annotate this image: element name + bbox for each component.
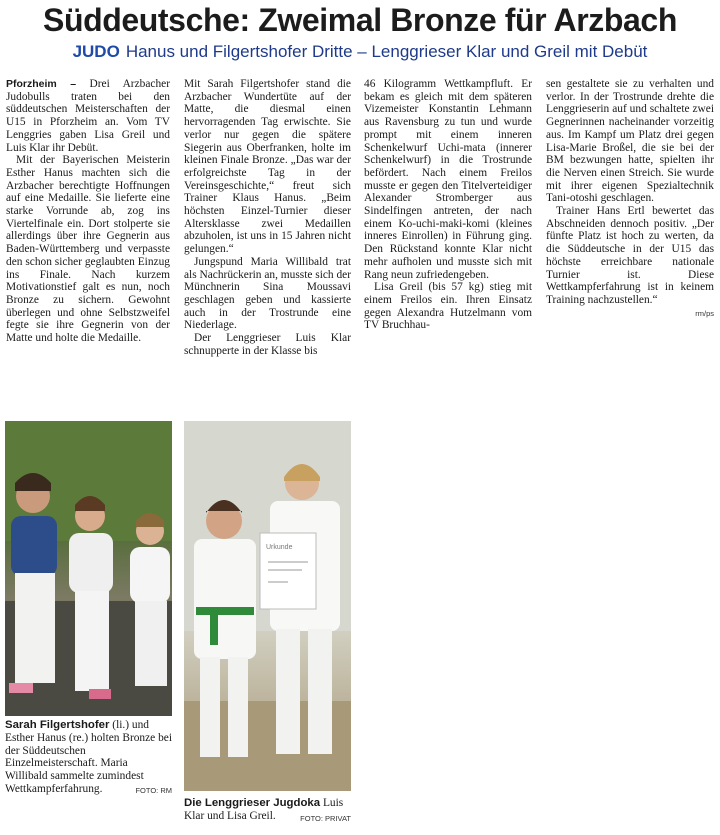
paragraph: Mit Sarah Filgertshofer stand die Arzbacher Wundertüte auf der Matte, die diesmal einen hervorragenden Tag erwischte. Sie verlor nur gegen die spätere Siegerin aus Oberfranken, holte im kleinen Finale Bronze. „Das war der erfolgreichste Tag in der Vereinsgeschichte,“ freut sich Trainer Klaus Hanus. „Beim höchsten Einzel-Turnier dieser Altersklasse zwei Medaillen abzuholen, ist uns in 15 Jahren nicht gelungen.“ — [184, 78, 351, 256]
photo-caption-1 — [5, 719, 172, 798]
photo-credit: FOTO: RM — [135, 785, 172, 795]
paragraph: Mit der Bayerischen Meisterin Esther Hanus machten sich die Arzbacher berechtigte Hoffnungen auf eine Medaille. Sie lieferte eine starke Vorrunde ab, zog ins Viertelfinale ein. Dort stolperte sie allerdings über ihre Gegnerin aus Baden-Württemberg und verpasste den schon sicher geglaubten Einzug ins Finale. Nach kurzem Motivationstief galt es nun, noch Bronze zu sichern. Gewohnt überlegen und ohne Selbstzweifel fegte sie ihre Gegnerin von der Matte und holte die Medaille. — [6, 154, 170, 345]
subheadline-text: Hanus und Filgertshofer Dritte – Lenggrieser Klar und Greil mit Debüt — [125, 42, 648, 61]
paragraph: Der Lenggrieser Luis Klar schnupperte in der Klasse bis — [184, 332, 351, 357]
article-column-2 — [184, 78, 351, 357]
article-column-3 — [364, 78, 532, 332]
photo-illustration — [184, 421, 351, 791]
paragraph: Trainer Hans Ertl bewertet das Abschneiden dennoch positiv. „Der fünfte Platz ist hoch zu werten, da die Süddeutsche in der U15 das höchste erreichbare nationale Turnier ist. Diese Wettkampferfahrung ist in keinem Training nachzustellen.“ — [546, 205, 714, 306]
photo-caption-2 — [184, 797, 351, 826]
photo-lenggries-judoka — [184, 421, 351, 791]
author-initials: rm/ps — [695, 308, 714, 318]
subheadline — [0, 42, 720, 62]
paragraph: 46 Kilogramm Wettkampfluft. Er bekam es gleich mit dem späteren Vizemeister Konstantin Lehmann aus Ravensburg zu tun und wurde prompt mit einem inneren Schenkelwurf Uchi-mata (innerer Schenkelwurf) in die Trostrunde befördert. Nach einem Freilos musste er gegen den Titelverteidiger Alexander Stromberger aus Sindelfingen antreten, der nach einem Ko-uchi-maki-komi (kleines inneres Einrollen) in Führung ging. Den Rückstand konnte Klar nicht mehr aufholen und musste sich mit Rang neun zufriedengeben. — [364, 78, 532, 281]
section-kicker: JUDO — [72, 42, 120, 61]
photo-judoka-girls — [5, 421, 172, 716]
certificate-text: Urkunde — [266, 544, 293, 551]
caption-text: (li.) und Esther Hanus (re.) holten Bronze bei der Süddeutschen Einzelmeisterschaft. Maria Willibald sammelte zumindest Wettkampferfahrung. — [5, 719, 173, 795]
photo-credit: FOTO: PRIVAT — [300, 813, 351, 823]
headline: Süddeutsche: Zweimal Bronze für Arzbach — [43, 2, 677, 38]
paragraph: Lisa Greil (bis 57 kg) stieg mit einem Freilos ein. Ihren Einsatz gegen Alexandra Hutzelmann vom TV Bruchhau- — [364, 281, 532, 332]
dateline: Pforzheim – — [6, 78, 77, 90]
caption-text: Luis Klar und Lisa Greil. — [184, 797, 344, 822]
paragraph: sen gestaltete sie zu verhalten und verlor. In der Trostrunde drehte die Lenggrieserin auf und schaltete zwei Gegnerinnen nacheinander vorzeitig aus. Im Kampf um Platz drei gegen Lisa-Marie Broßel, die sie bei der BM bezwungen hatte, spielten ihr die Nerven einen Streich. Sie wurde mit ihrer eigenen Spezialtechnik Tani-otoshi geschlagen. — [546, 78, 714, 205]
paragraph: Pforzheim – Drei Arzbacher Judobulls traten bei den süddeutschen Meisterschaften der U15 in Pforzheim an. Vom TV Lenggries gaben Lisa Greil und Luis Klar ihr Debüt. — [6, 78, 170, 154]
article-column-4 — [546, 78, 714, 320]
article-column-1 — [6, 78, 170, 345]
caption-bold: Sarah Filgertshofer — [5, 719, 110, 731]
caption-bold: Die Lenggrieser Jugdoka — [184, 797, 321, 809]
photo-illustration — [5, 421, 172, 716]
paragraph: Jungspund Maria Willibald trat als Nachrückerin an, musste sich der Münchnerin Sina Moussavi geschlagen geben und kassierte auch in der Trostrunde eine Niederlage. — [184, 255, 352, 332]
